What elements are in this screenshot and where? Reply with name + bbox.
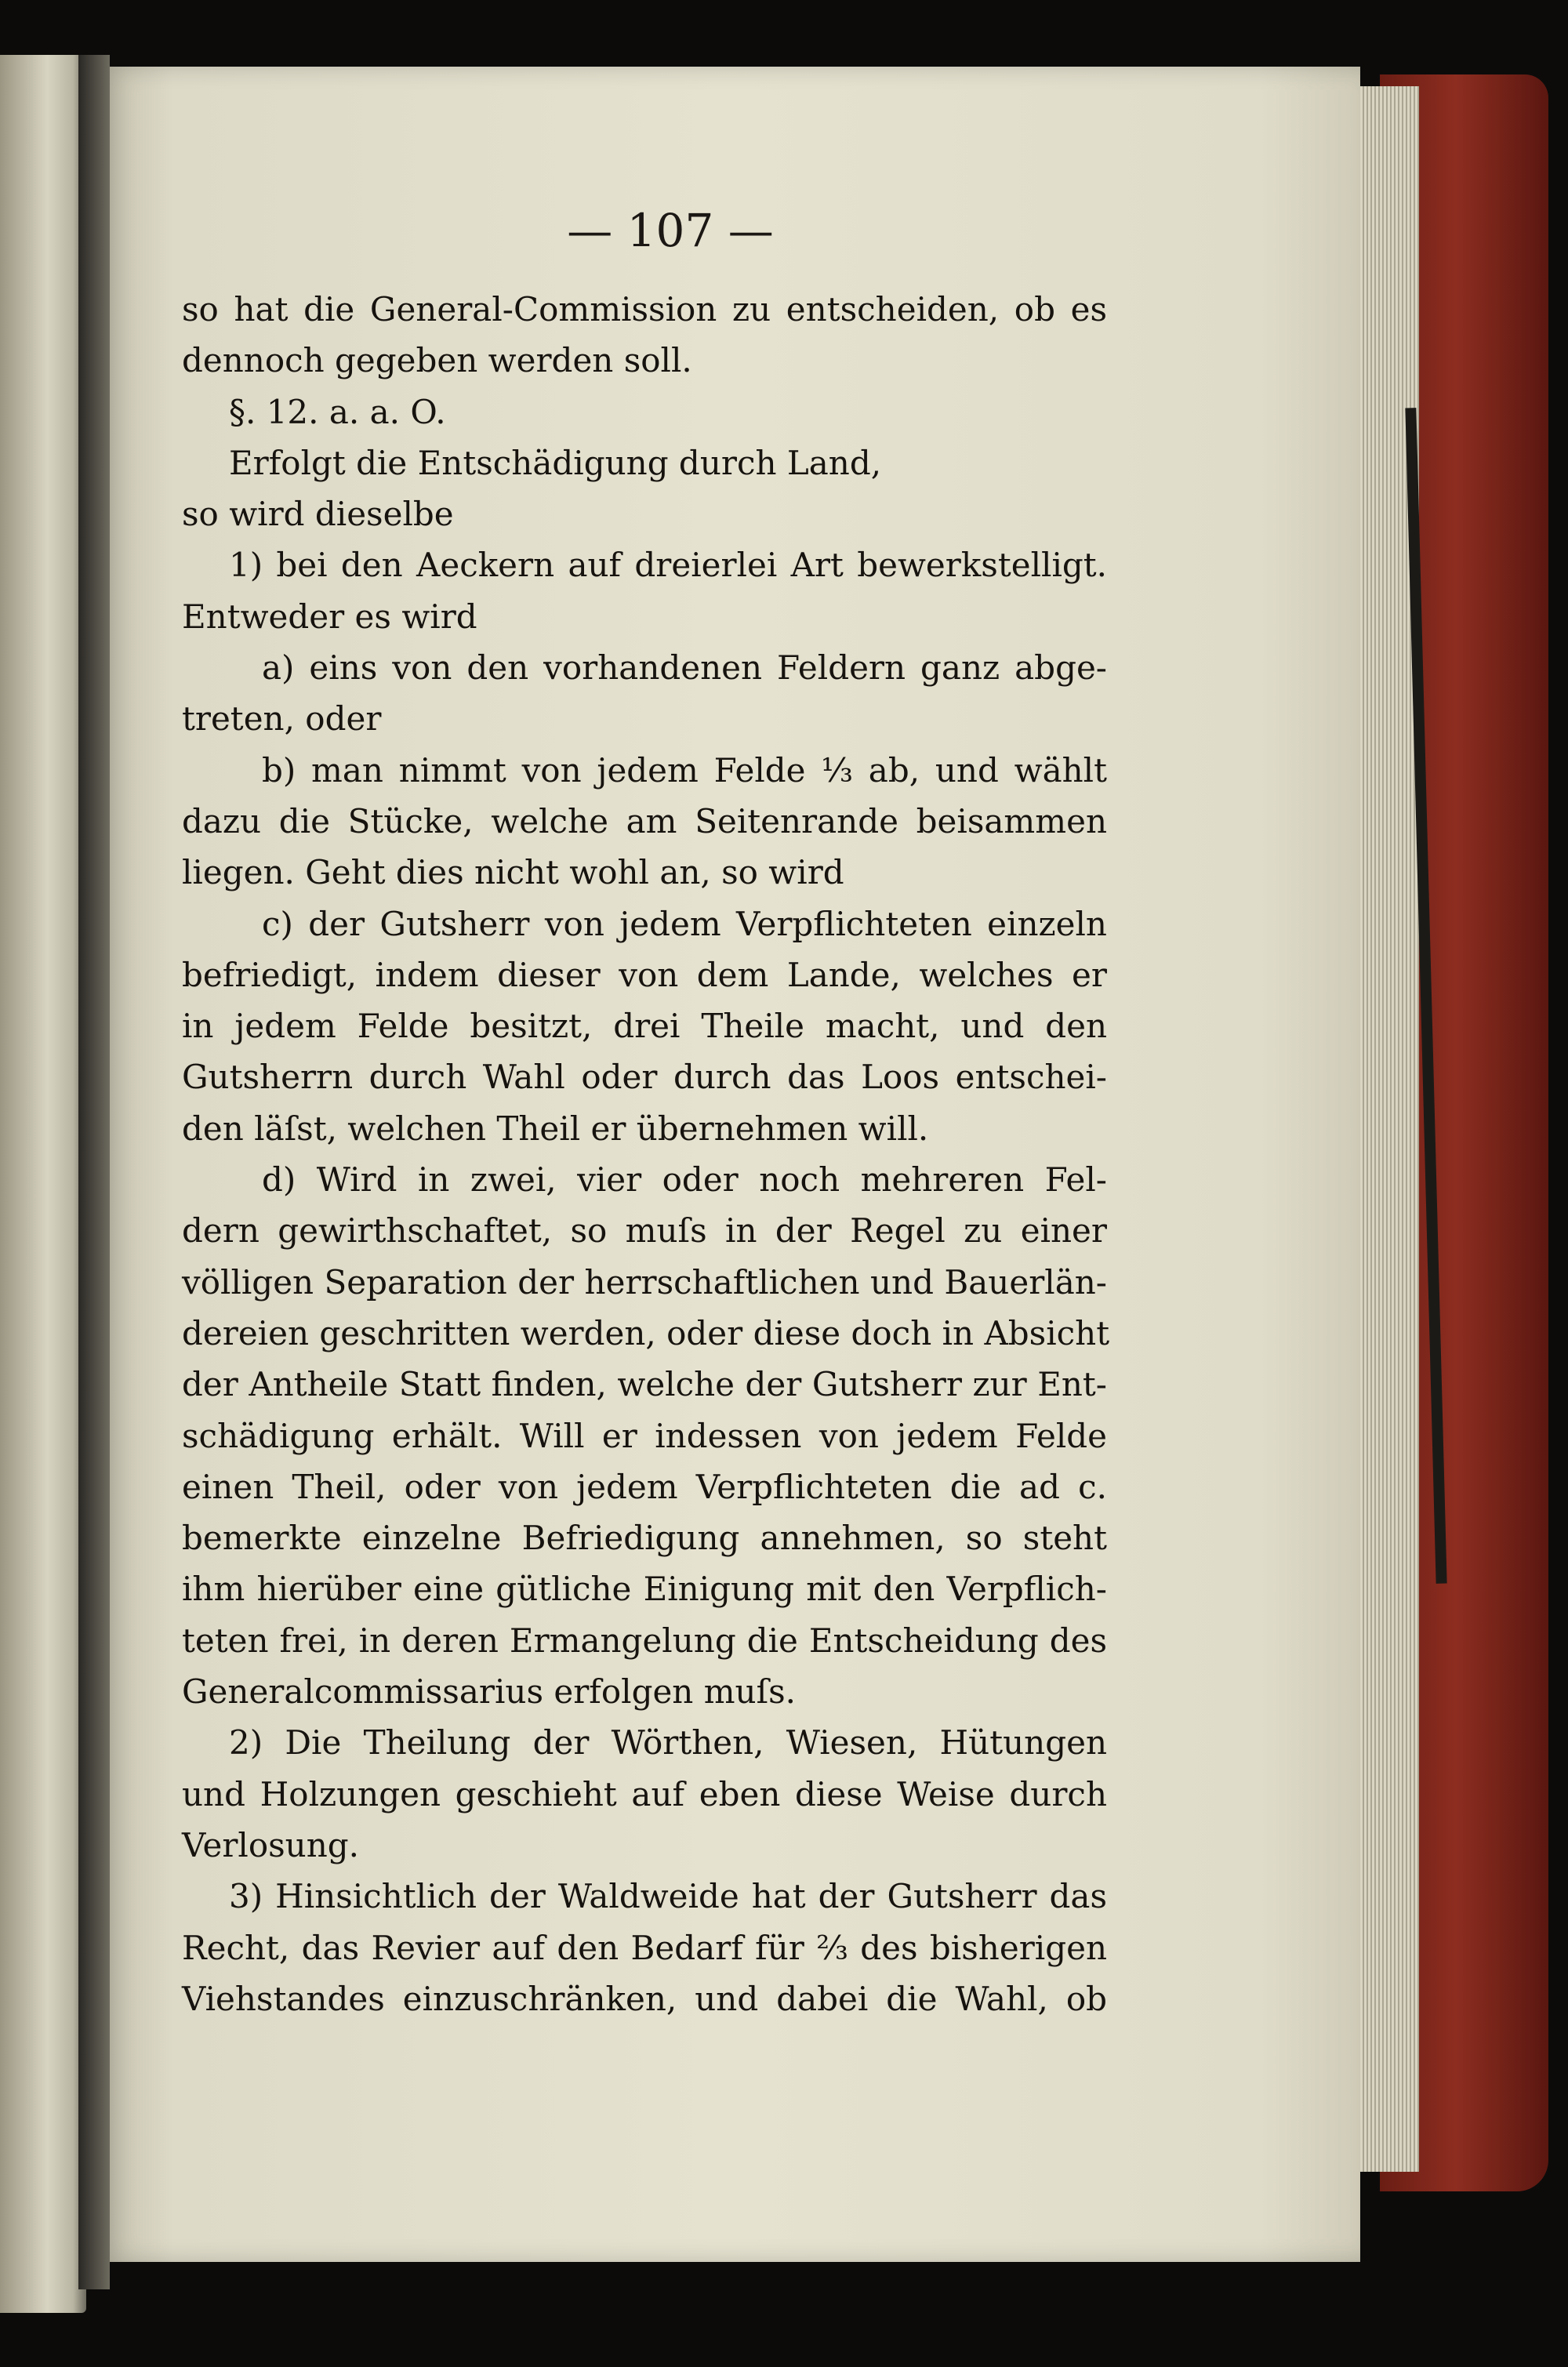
text-line: 3) Hinsichtlich der Waldweide hat der Gutsherr das (229, 1877, 1107, 1916)
text-line: dennoch gegeben werden soll. (182, 341, 692, 380)
text-line: Generalcommissarius erfolgen muſs. (182, 1672, 797, 1712)
text-line: c) der Gutsherr von jedem Verpflichteten einzeln (262, 904, 1107, 943)
text-line: Entweder es wird (182, 597, 477, 636)
text-line: teten frei, in deren Ermangelung die Entscheidung des (182, 1621, 1107, 1660)
text-line: d) Wird in zwei, vier oder noch mehreren Fel- (262, 1160, 1107, 1200)
text-line: ihm hierüber eine gütliche Einigung mit den Verpflich- (182, 1570, 1107, 1609)
facing-page-edge (0, 55, 86, 2313)
text-line: und Holzungen geschieht auf eben diese Weise durch (182, 1774, 1107, 1813)
text-line: dern gewirthschaftet, so muſs in der Regel zu einer (182, 1211, 1107, 1251)
text-line: Recht, das Revier auf den Bedarf für ⅔ des bisherigen (182, 1928, 1107, 1967)
text-line: völligen Separation der herrschaftlichen und Bauerlän- (182, 1262, 1107, 1301)
text-line: 2) Die Theilung der Wörthen, Wiesen, Hütungen (229, 1723, 1107, 1763)
text-line: b) man nimmt von jedem Felde ⅓ ab, und wählt (262, 750, 1107, 790)
gutter-shadow (78, 55, 110, 2289)
text-line: §. 12. a. a. O. (229, 392, 446, 431)
text-line: liegen. Geht dies nicht wohl an, so wird (182, 853, 844, 892)
text-line: befriedigt, indem dieser von dem Lande, welches er (182, 955, 1107, 994)
text-line: dereien geschritten werden, oder diese doch in Absicht (182, 1313, 1110, 1352)
text-line: schädigung erhält. Will er indessen von jedem Felde (182, 1416, 1107, 1455)
text-line: dazu die Stücke, welche am Seitenrande beisammen (182, 801, 1107, 840)
text-line: so wird dieselbe (182, 495, 454, 534)
text-line: Viehstandes einzuschränken, und dabei die Wahl, ob (182, 1979, 1107, 2018)
text-line: Erfolgt die Entschädigung durch Land, (229, 443, 882, 482)
text-line: in jedem Felde besitzt, drei Theile macht, und den (182, 1007, 1107, 1046)
page-number: — 107 — (567, 204, 774, 257)
text-line: den läſst, welchen Theil er übernehmen will. (182, 1109, 929, 1148)
text-line: einen Theil, oder von jedem Verpflichteten die ad c. (182, 1467, 1107, 1506)
text-line: 1) bei den Aeckern auf dreierlei Art bewerkstelligt. (229, 546, 1107, 585)
text-line: a) eins von den vorhandenen Feldern ganz abge- (262, 648, 1107, 688)
text-line: Gutsherrn durch Wahl oder durch das Loos entschei- (182, 1058, 1107, 1097)
text-line: der Antheile Statt finden, welche der Gutsherr zur Ent- (182, 1365, 1107, 1404)
text-line: Verlosung. (182, 1825, 360, 1864)
text-line: bemerkte einzelne Befriedigung annehmen, so steht (182, 1519, 1107, 1558)
text-line: treten, oder (182, 699, 382, 739)
body-text (182, 284, 1110, 2024)
text-line: so hat die General-Commission zu entscheiden, ob es (182, 290, 1107, 329)
